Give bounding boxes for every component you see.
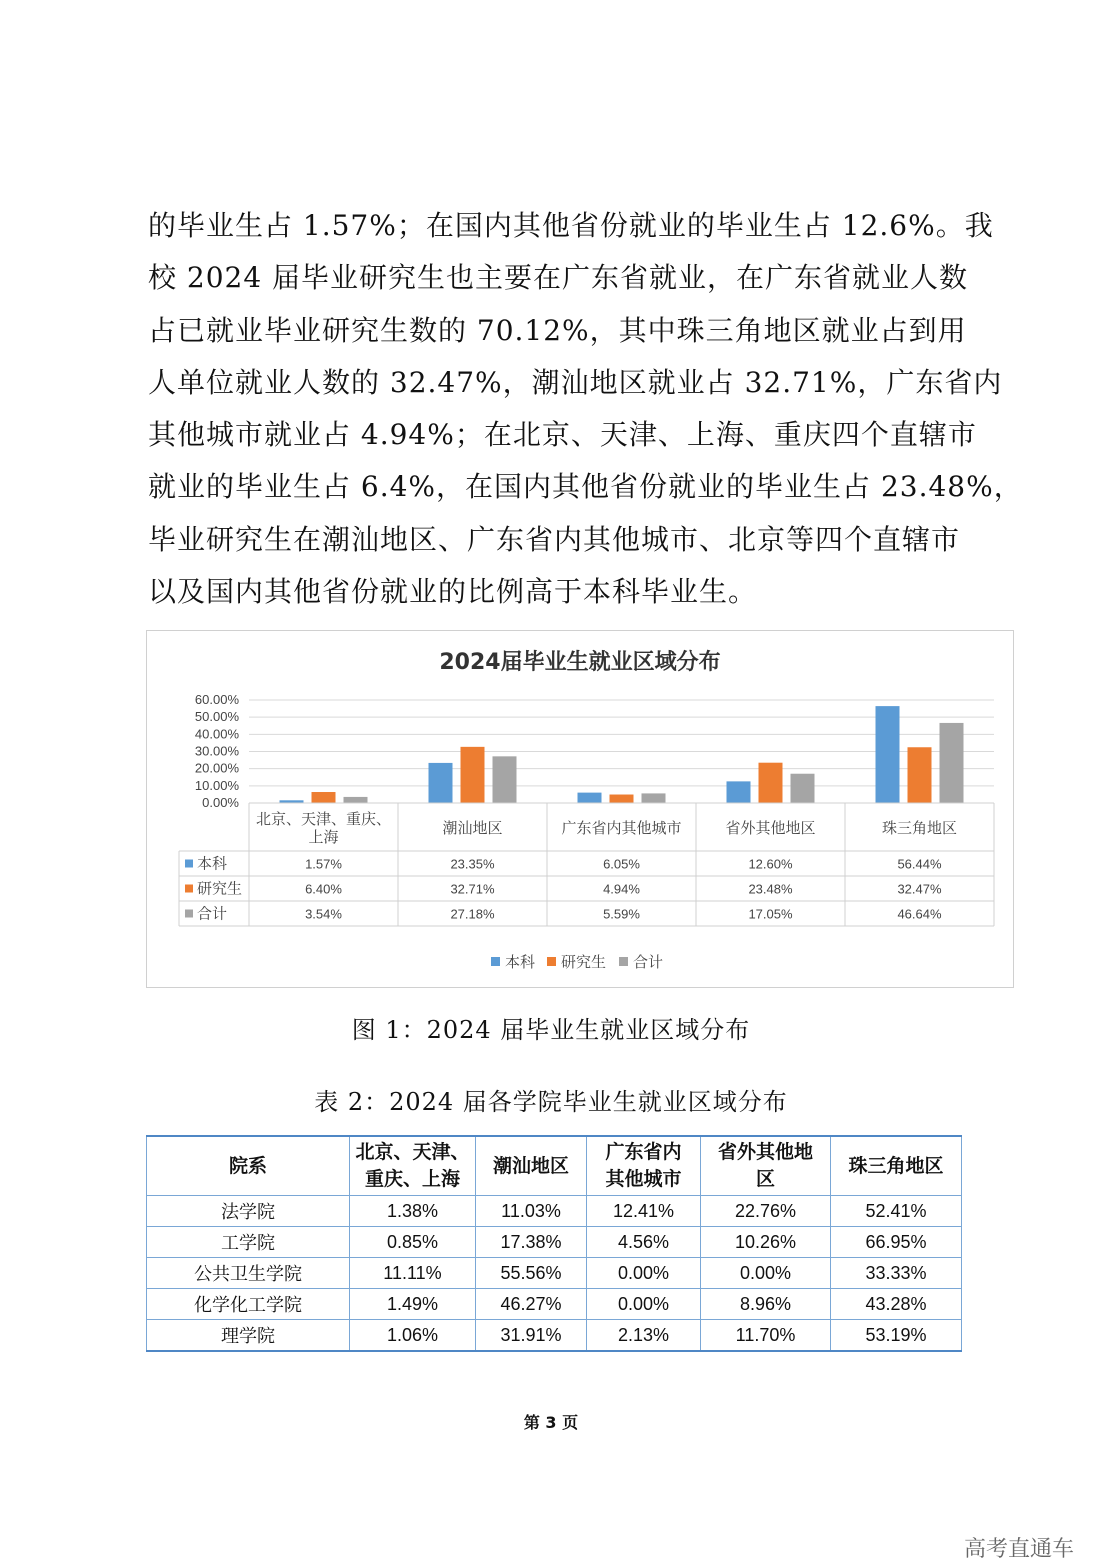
bar-研究生 — [908, 747, 932, 803]
y-tick-label: 30.00% — [194, 743, 239, 759]
table-caption: 表 2：2024 届各学院毕业生就业区域分布 — [314, 1088, 788, 1116]
college-name-cell: 工学院 — [147, 1227, 350, 1258]
bar-本科 — [876, 706, 900, 803]
data-label: 17.05% — [748, 906, 793, 922]
table-header-cell — [831, 1136, 962, 1196]
legend-label: 研究生 — [561, 954, 607, 971]
bar-研究生 — [610, 795, 634, 803]
data-label: 23.48% — [748, 881, 793, 897]
percent-cell: 8.96% — [701, 1289, 831, 1320]
category-label: 北京、天津、重庆、 — [255, 811, 392, 828]
percent-cell: 11.70% — [701, 1320, 831, 1352]
paragraph-line: 校 2024 届毕业研究生也主要在广东省就业，在广东省就业人数 — [148, 261, 969, 295]
percent-cell: 17.38% — [476, 1227, 587, 1258]
legend-swatch-研究生 — [547, 957, 556, 966]
percent-cell: 33.33% — [831, 1258, 962, 1289]
table-header-cell — [476, 1136, 587, 1196]
percent-cell: 46.27% — [476, 1289, 587, 1320]
percent-cell: 1.06% — [350, 1320, 476, 1352]
bar-合计 — [344, 797, 368, 803]
legend-key-研究生 — [185, 885, 193, 893]
paragraph-line: 其他城市就业占 4.94%；在北京、天津、上海、重庆四个直辖市 — [148, 418, 977, 452]
header-text: 潮汕地区 — [492, 1154, 569, 1177]
percent-cell: 11.03% — [476, 1196, 587, 1227]
data-label: 1.57% — [305, 856, 342, 872]
bar-研究生 — [461, 747, 485, 803]
category-label: 潮汕地区 — [442, 820, 503, 837]
percent-cell: 0.00% — [701, 1258, 831, 1289]
table-row — [147, 1258, 962, 1289]
data-label: 27.18% — [450, 906, 495, 922]
y-tick-label: 20.00% — [194, 760, 239, 776]
percent-cell: 1.38% — [350, 1196, 476, 1227]
y-tick-label: 0.00% — [202, 795, 239, 810]
percent-cell: 22.76% — [701, 1196, 831, 1227]
data-label: 56.44% — [897, 856, 942, 872]
paragraph-line: 以及国内其他省份就业的比例高于本科毕业生。 — [148, 575, 758, 609]
data-label: 46.64% — [897, 906, 942, 922]
header-text: 重庆、上海 — [364, 1168, 460, 1190]
table-header-cell — [701, 1136, 831, 1196]
data-label: 5.59% — [603, 906, 640, 922]
category-label: 广东省内其他城市 — [561, 820, 682, 837]
data-label: 32.47% — [897, 881, 942, 897]
header-text: 其他城市 — [605, 1168, 682, 1190]
series-row-label: 本科 — [197, 855, 228, 873]
series-row-label: 合计 — [197, 905, 228, 923]
bar-合计 — [642, 793, 666, 803]
header-text: 省外其他地 — [717, 1141, 813, 1163]
percent-cell: 0.85% — [350, 1227, 476, 1258]
data-label: 12.60% — [748, 856, 793, 872]
header-text: 珠三角地区 — [848, 1154, 944, 1177]
paragraph-line: 的毕业生占 1.57%；在国内其他省份就业的毕业生占 12.6%。我 — [148, 209, 994, 242]
y-tick-label: 40.00% — [194, 726, 239, 742]
bar-研究生 — [312, 792, 336, 803]
percent-cell: 1.49% — [350, 1289, 476, 1320]
y-tick-label: 10.00% — [194, 777, 239, 793]
header-text: 院系 — [228, 1154, 267, 1177]
page-number: 第 3 页 — [523, 1413, 579, 1432]
chart-title: 2024届毕业生就业区域分布 — [439, 650, 721, 675]
bar-合计 — [940, 723, 964, 803]
body-paragraph — [148, 200, 1023, 618]
percent-cell: 55.56% — [476, 1258, 587, 1289]
bar-合计 — [791, 774, 815, 803]
data-label: 6.40% — [305, 881, 342, 897]
bar-本科 — [578, 793, 602, 803]
paragraph-line: 人单位就业人数的 32.47%，潮汕地区就业占 32.71%，广东省内 — [148, 365, 1003, 399]
college-name-cell: 公共卫生学院 — [147, 1258, 350, 1289]
percent-cell: 4.56% — [587, 1227, 701, 1258]
watermark: 高考直通车 — [963, 1537, 1074, 1562]
table-header-cell — [350, 1136, 476, 1196]
table-row — [147, 1320, 962, 1352]
header-text: 广东省内 — [605, 1141, 682, 1163]
data-label: 23.35% — [450, 856, 495, 872]
bar-本科 — [429, 763, 453, 803]
percent-cell: 66.95% — [831, 1227, 962, 1258]
college-region-table — [146, 1135, 962, 1352]
table-header-row — [147, 1136, 962, 1196]
legend-key-合计 — [185, 910, 193, 918]
header-text: 区 — [755, 1168, 775, 1190]
percent-cell: 43.28% — [831, 1289, 962, 1320]
series-row-label: 研究生 — [197, 880, 243, 898]
data-label: 3.54% — [305, 906, 342, 922]
percent-cell: 12.41% — [587, 1196, 701, 1227]
percent-cell: 2.13% — [587, 1320, 701, 1352]
percent-cell: 10.26% — [701, 1227, 831, 1258]
header-text: 北京、天津、 — [355, 1141, 470, 1163]
category-label: 省外其他地区 — [725, 820, 816, 837]
college-name-cell: 法学院 — [147, 1196, 350, 1227]
legend-label: 本科 — [505, 954, 536, 971]
college-name-cell: 化学化工学院 — [147, 1289, 350, 1320]
category-label: 上海 — [308, 829, 339, 846]
college-name-cell: 理学院 — [147, 1320, 350, 1352]
y-tick-label: 50.00% — [194, 709, 239, 725]
legend-swatch-本科 — [491, 957, 500, 966]
percent-cell: 53.19% — [831, 1320, 962, 1352]
percent-cell: 11.11% — [350, 1258, 476, 1289]
percent-cell: 0.00% — [587, 1258, 701, 1289]
bar-本科 — [727, 781, 751, 803]
employment-region-chart — [146, 630, 1014, 988]
table-row — [147, 1289, 962, 1320]
legend-swatch-合计 — [619, 957, 628, 966]
percent-cell: 31.91% — [476, 1320, 587, 1352]
bar-合计 — [493, 756, 517, 803]
y-tick-label: 60.00% — [194, 692, 239, 707]
paragraph-line: 就业的毕业生占 6.4%，在国内其他省份就业的毕业生占 23.48%， — [148, 470, 1023, 504]
data-label: 4.94% — [603, 881, 640, 897]
chart-svg — [147, 631, 1013, 987]
legend-key-本科 — [185, 860, 193, 868]
figure-caption: 图 1：2024 届毕业生就业区域分布 — [351, 1016, 751, 1044]
table-header-cell — [587, 1136, 701, 1196]
table-header-cell — [147, 1136, 350, 1196]
percent-cell: 0.00% — [587, 1289, 701, 1320]
table-row — [147, 1196, 962, 1227]
category-label: 珠三角地区 — [881, 820, 958, 837]
paragraph-line: 毕业研究生在潮汕地区、广东省内其他城市、北京等四个直辖市 — [148, 522, 961, 556]
table-row — [147, 1227, 962, 1258]
data-label: 6.05% — [603, 856, 640, 872]
legend-label: 合计 — [633, 954, 664, 971]
percent-cell: 52.41% — [831, 1196, 962, 1227]
data-label: 32.71% — [450, 881, 495, 897]
paragraph-line: 占已就业毕业研究生数的 70.12%，其中珠三角地区就业占到用 — [148, 313, 967, 347]
bar-研究生 — [759, 763, 783, 803]
